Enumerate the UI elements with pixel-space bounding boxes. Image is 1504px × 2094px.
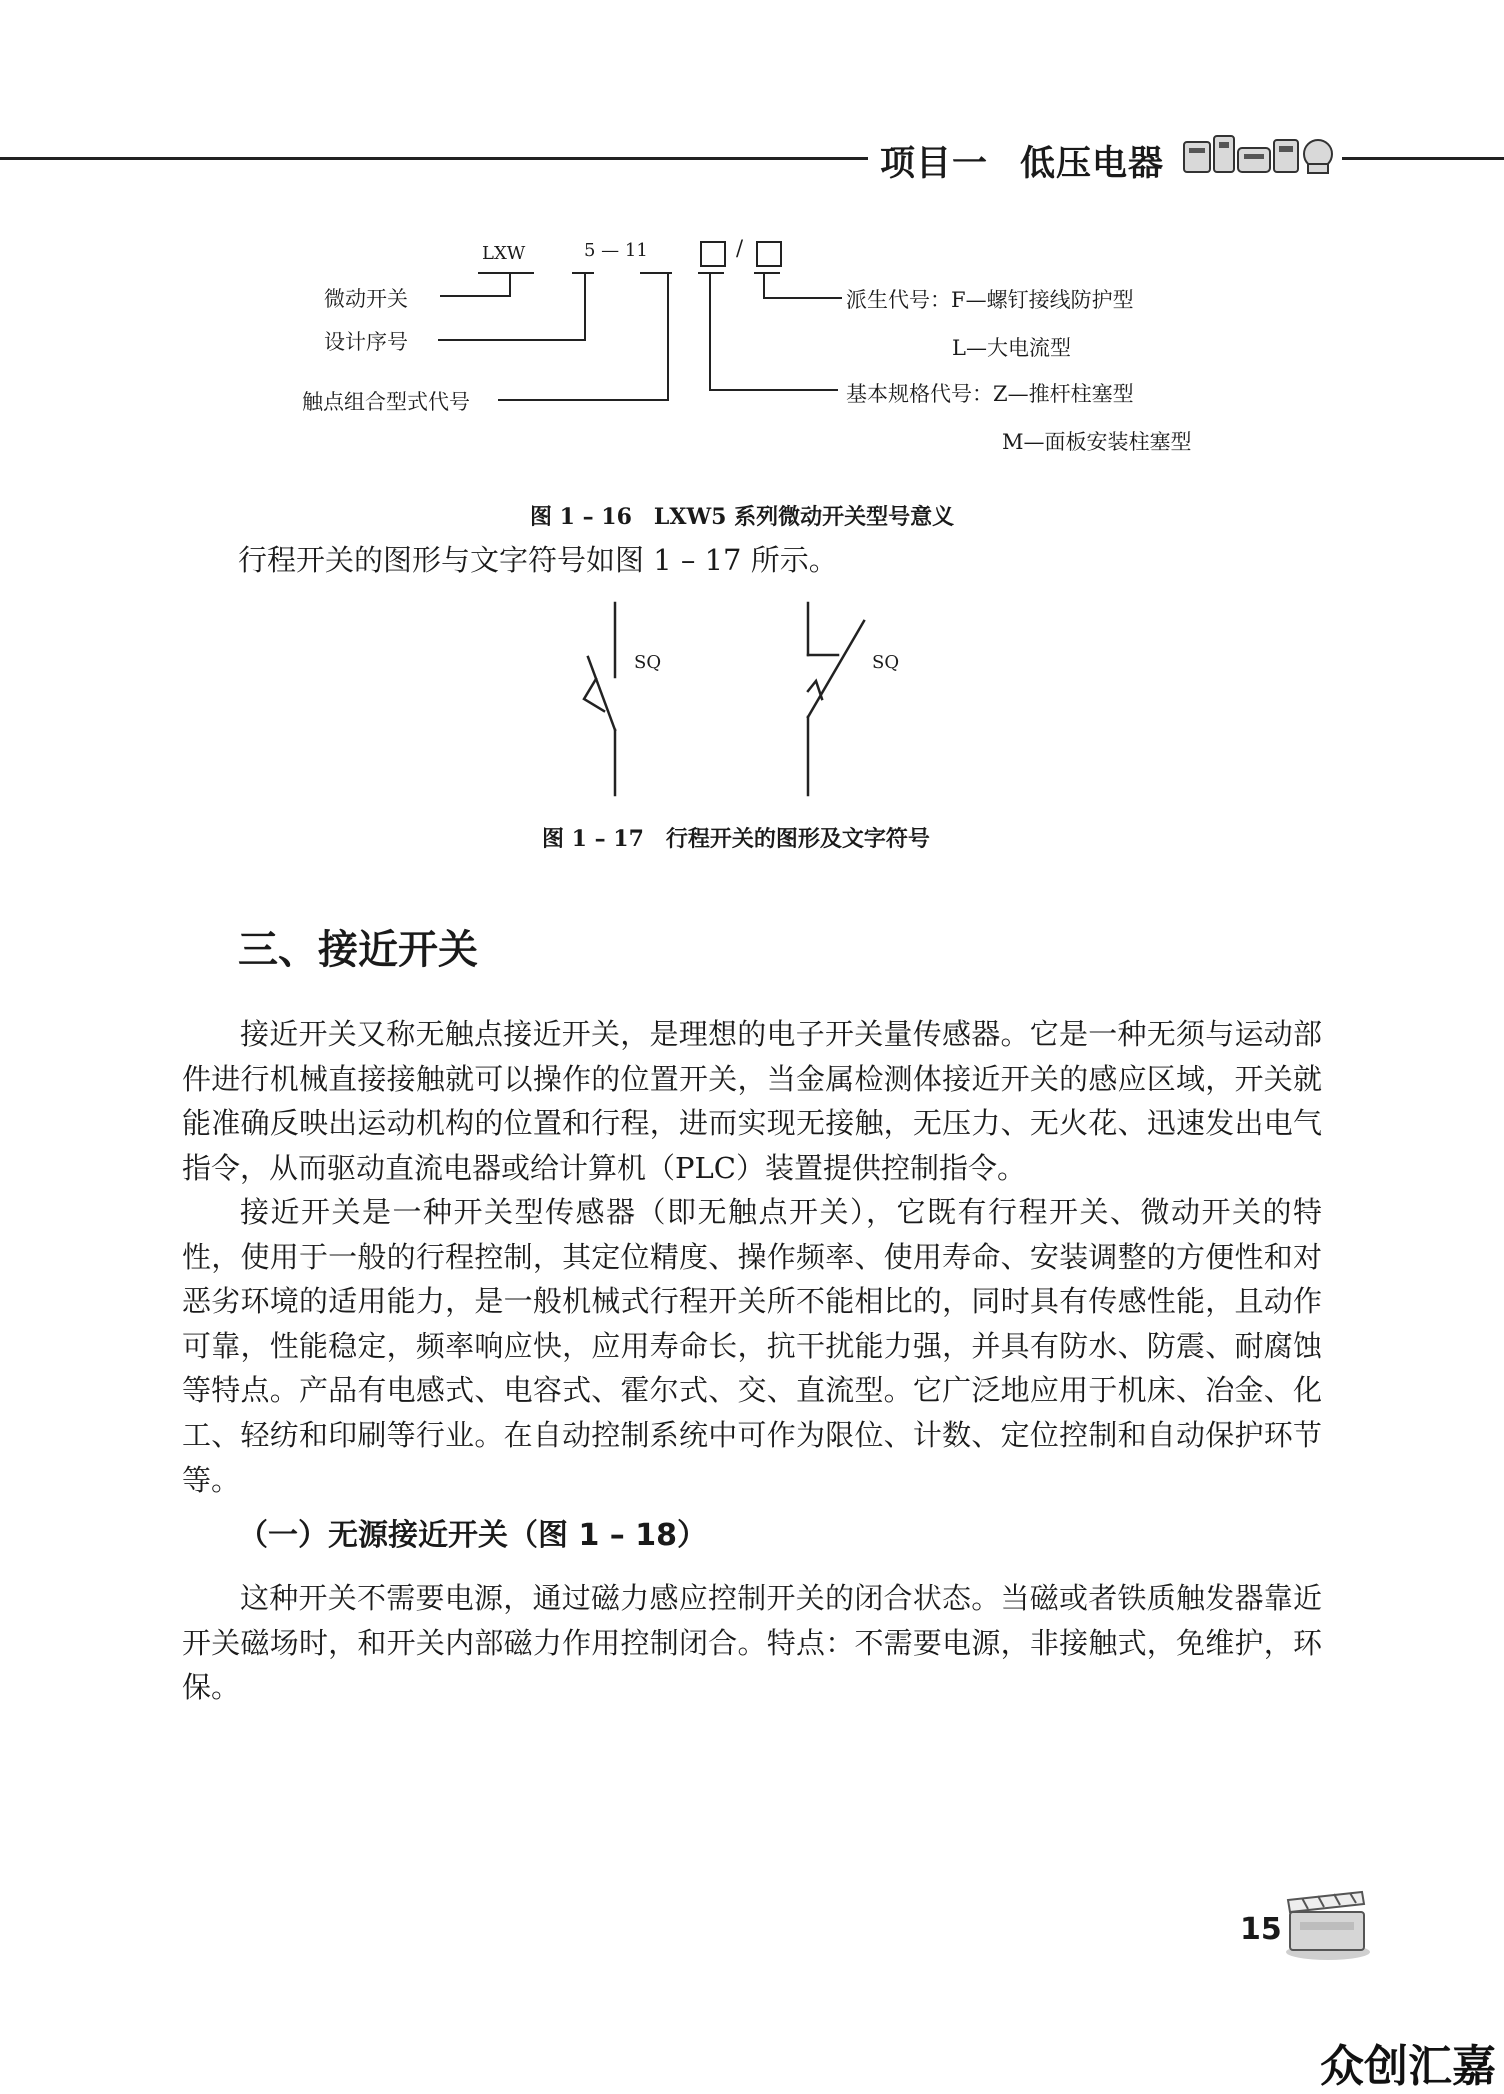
page-number: 15	[1240, 1912, 1282, 1947]
label-micro-switch: 微动开关	[324, 287, 408, 311]
leader-contact-combo	[498, 273, 668, 400]
model-number: 5 — 11	[584, 240, 648, 261]
label-derived-code-l: L—大电流型	[952, 336, 1071, 360]
project-label: 项目一	[880, 144, 989, 184]
paragraph-1: 接近开关又称无触点接近开关，是理想的电子开关量传感器。它是一种无须与运动部件进行机械直接接触就可以操作的位置开关，当金属检测体接近开关的感应区域，开关就能准确反映出运动机构的位置和行程，进而实现无接触，无压力、无火花、迅速发出电气指令，从而驱动直流电器或给计算机（PLC）装置提供控制指令。	[182, 1017, 1322, 1185]
model-separator: /	[736, 236, 744, 260]
sub-heading: （一）无源接近开关（图 1 – 18）	[238, 1518, 707, 1553]
label-basic-spec-m: M—面板安装柱塞型	[1002, 430, 1192, 454]
symbol-normally-open	[584, 603, 615, 795]
leader-basic-spec	[710, 273, 838, 390]
watermark: 众创汇嘉	[1320, 2041, 1496, 2092]
limit-switch-symbols	[560, 595, 900, 805]
label-contact-combo: 触点组合型式代号	[302, 390, 470, 414]
paragraph-3: 这种开关不需要电源，通过磁力感应控制开关的闭合状态。当磁或者铁质触发器靠近开关磁场时，和开关内部磁力作用控制闭合。特点：不需要电源，非接触式，免维护，环保。	[182, 1581, 1322, 1705]
symbol-label-1: SQ	[634, 652, 662, 673]
label-basic-spec: 基本规格代号：Z—推杆柱塞型	[846, 382, 1134, 406]
paragraph-2: 接近开关是一种开关型传感器（即无触点开关），它既有行程开关、微动开关的特性，使用于一般的行程控制，其定位精度、操作频率、使用寿命、安装调整的方便性和对恶劣环境的适用能力，是一般机械式行程开关所不能相比的，同时具有传感性能，且动作可靠，性能稳定，频率响应快，应用寿命长，抗干扰能力强，并具有防水、防震、耐腐蚀等特点。产品有电感式、电容式、霍尔式、交、直流型。它广泛地应用于机床、冶金、化工、轻纺和印刷等行业。在自动控制系统中可作为限位、计数、定位控制和自动保护环节等。	[182, 1195, 1322, 1497]
section-heading: 三、接近开关	[238, 926, 478, 973]
leader-design-sequence	[438, 273, 585, 340]
intro-line: 行程开关的图形与文字符号如图 1 – 17 所示。	[238, 543, 838, 577]
symbol-label-2: SQ	[872, 652, 900, 673]
label-derived-code: 派生代号：F—螺钉接线防护型	[846, 288, 1134, 312]
model-prefix: LXW	[482, 243, 526, 264]
figure-1-16-caption: 图 1 – 16 LXW5 系列微动开关型号意义	[530, 504, 955, 530]
figure-1-17-caption: 图 1 – 17 行程开关的图形及文字符号	[542, 826, 930, 852]
symbol-normally-closed	[808, 603, 864, 795]
clapperboard-icon	[1282, 1888, 1372, 1962]
leader-micro-switch	[440, 273, 510, 296]
leader-derived-code	[764, 273, 842, 298]
chapter-title: 低压电器	[1020, 144, 1165, 184]
model-leader-lines	[0, 0, 1504, 420]
label-design-sequence: 设计序号	[324, 330, 408, 354]
